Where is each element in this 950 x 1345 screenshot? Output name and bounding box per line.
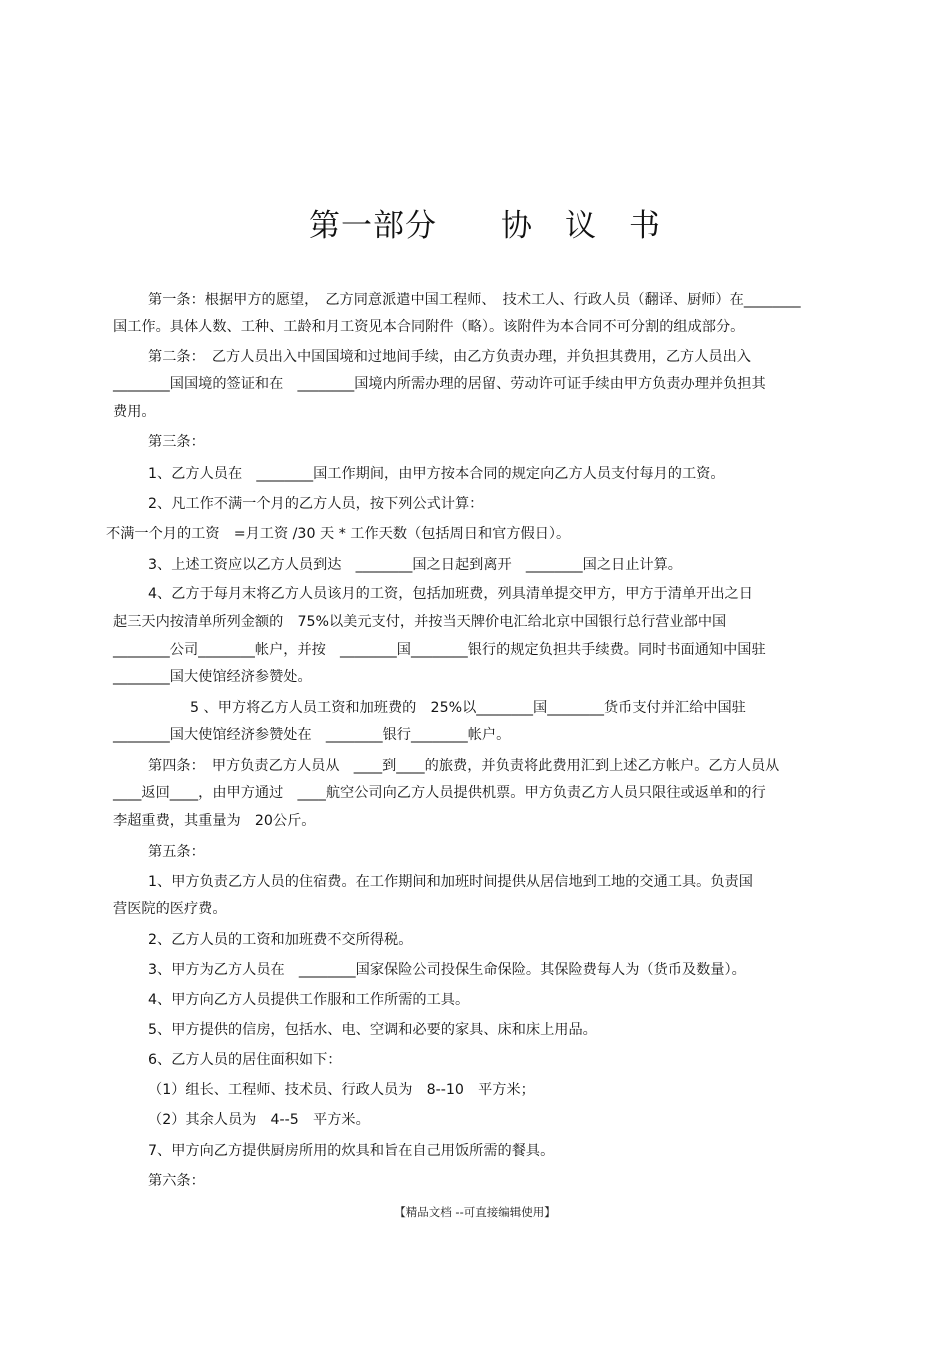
text-line: ________国大使馆经济参赞处在 ________银行________帐户。: [113, 727, 511, 743]
text-line: ________公司________帐户，并按 ________国________银行的规定负担共手续费。同时书面通知中国驻: [113, 642, 766, 658]
text-line: 第一条：根据甲方的愿望， 乙方同意派遣中国工程师、 技术工人、行政人员（翻译、厨师）在________: [148, 292, 801, 308]
text-line: 第三条：: [148, 434, 205, 450]
text-line: ____返回____，由甲方通过 ____航空公司向乙方人员提供机票。甲方负责乙方人员只限往或返单和的行: [113, 785, 766, 801]
text-line: 3、上述工资应以乙方人员到达 ________国之日起到离开 ________国之日止计算。: [148, 557, 682, 573]
text-line: 国工作。具体人数、工种、工龄和月工资见本合同附件（略）。该附件为本合同不可分割的组成部分。: [113, 319, 745, 335]
text-line: ________国国境的签证和在 ________国境内所需办理的居留、劳动许可证手续由甲方负责办理并负担其: [113, 376, 766, 392]
text-line: 起三天内按清单所列金额的 75%以美元支付，并按当天牌价电汇给北京中国银行总行营业部中国: [113, 614, 727, 630]
text-line: 2、凡工作不满一个月的乙方人员，按下列公式计算：: [148, 496, 484, 512]
text-line: 4、甲方向乙方人员提供工作服和工作所需的工具。: [148, 992, 470, 1008]
text-line: 第六条：: [148, 1173, 205, 1189]
text-line: 第五条：: [148, 844, 205, 860]
text-line: 不满一个月的工资 =月工资 /30 天 * 工作天数（包括周日和官方假日）。: [106, 526, 571, 542]
text-line: 第二条： 乙方人员出入中国国境和过地间手续，由乙方负责办理，并负担其费用，乙方人员出入: [148, 349, 751, 365]
text-line: 7、甲方向乙方提供厨房所用的炊具和旨在自己用饭所需的餐具。: [148, 1143, 555, 1159]
text-line: （1）组长、工程师、技术员、行政人员为 8--10 平方米；: [148, 1082, 535, 1098]
text-line: ________国大使馆经济参赞处。: [113, 669, 312, 685]
page-footer: 【精品文档 --可直接编辑使用】: [394, 1205, 556, 1219]
text-line: 2、乙方人员的工资和加班费不交所得税。: [148, 932, 413, 948]
text-line: 6、乙方人员的居住面积如下：: [148, 1052, 342, 1068]
text-line: 4、乙方于每月末将乙方人员该月的工资，包括加班费，列具清单提交甲方，甲方于清单开出之日: [148, 586, 753, 602]
text-line: 李超重费，其重量为 20公斤。: [113, 813, 316, 829]
text-line: 5、甲方提供的信房，包括水、电、空调和必要的家具、床和床上用品。: [148, 1022, 597, 1038]
text-line: 1、甲方负责乙方人员的住宿费。在工作期间和加班时间提供从居信地到工地的交通工具。负责国: [148, 874, 753, 890]
text-line: 营医院的医疗费。: [113, 901, 227, 917]
text-line: 费用。: [113, 404, 156, 420]
text-line: 5 、甲方将乙方人员工资和加班费的 25%以________国________货币支付并汇给中国驻: [190, 700, 746, 716]
text-line: 3、甲方为乙方人员在 ________国家保险公司投保生命保险。其保险费每人为（货币及数量）。: [148, 962, 746, 978]
text-line: 1、乙方人员在 ________国工作期间，由甲方按本合同的规定向乙方人员支付每月的工资。: [148, 466, 725, 482]
page-title: 第一部分 协 议 书: [309, 208, 661, 244]
text-line: （2）其余人员为 4--5 平方米。: [148, 1112, 370, 1128]
text-line: 第四条： 甲方负责乙方人员从 ____到____的旅费，并负责将此费用汇到上述乙方帐户。乙方人员从: [148, 758, 780, 774]
